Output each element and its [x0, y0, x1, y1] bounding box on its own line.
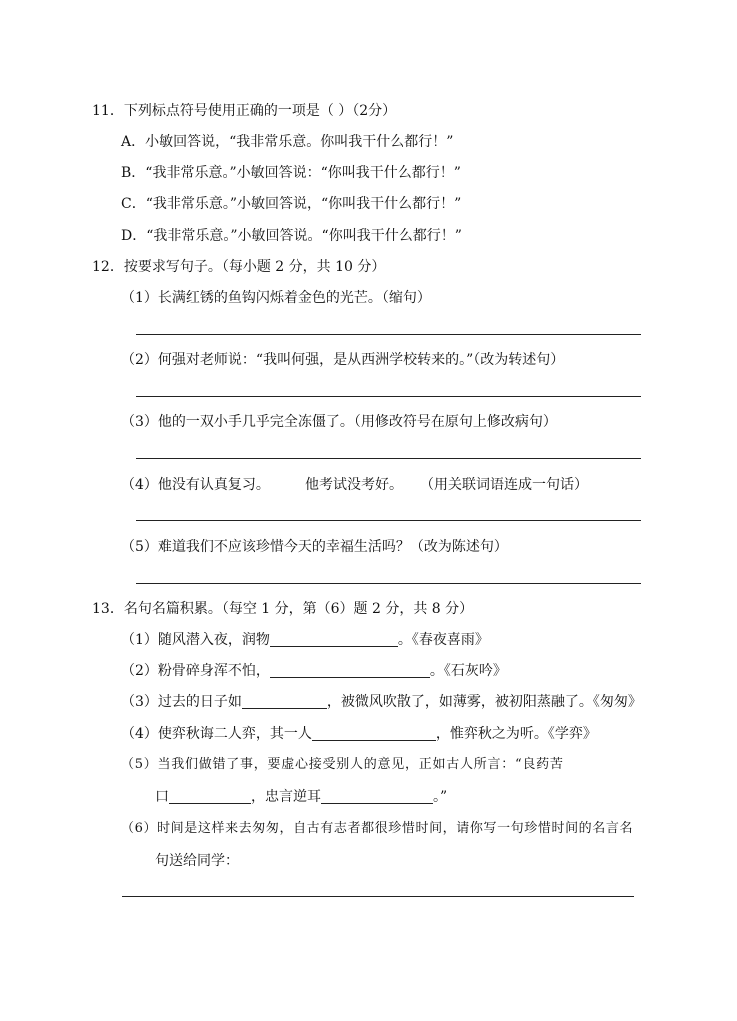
q13-stem: 13．名句名篇积累。（每空 1 分，第（6）题 2 分，共 8 分）: [92, 601, 474, 617]
q13-item-5-line-1: （5）当我们做错了事，要虚心接受别人的意见，正如古人所言：“良药苦: [121, 757, 564, 772]
q13-item-4: [121, 725, 597, 743]
q13-item-6-line-2: 句送给同学：: [155, 853, 239, 869]
q13-item-6-line-1: （6）时间是这样来去匆匆，自古有志者都很珍惜时间，请你写一句珍惜时间的名言名: [121, 821, 634, 836]
q13-item-2: [121, 662, 507, 680]
q13-item-1-prefix: （1）随风潜入夜，润物: [121, 632, 270, 648]
q12-answer-line-5[interactable]: [136, 583, 641, 584]
q12-answer-line-3[interactable]: [136, 458, 641, 459]
q12-answer-line-2[interactable]: [136, 396, 641, 397]
q13-item-3: [121, 693, 642, 711]
q13-item-5-line-2: [155, 788, 447, 806]
q13-item-2-suffix: 。《石灰吟》: [429, 663, 507, 679]
q13-item-5-prefix: 口: [155, 789, 169, 805]
q12-item-2: （2）何强对老师说：“我叫何强，是从西洲学校转来的。”（改为转述句）: [121, 352, 565, 368]
q12-item-3: （3）他的一双小手几乎完全冻僵了。（用修改符号在原句上修改病句）: [121, 414, 557, 430]
q13-item-5-suffix: 。”: [433, 789, 448, 805]
q12-stem: 12．按要求写句子。（每小题 2 分，共 10 分）: [92, 259, 386, 275]
q13-blank-1[interactable]: [270, 632, 398, 647]
q12-item-5: （5）难道我们不应该珍惜今天的幸福生活吗？（改为陈述句）: [121, 539, 508, 555]
q13-item-4-suffix: ，惟弈秋之为听。《学弈》: [435, 726, 597, 742]
q13-blank-5b[interactable]: [321, 789, 433, 804]
q13-blank-2[interactable]: [270, 663, 430, 678]
q13-blank-5a[interactable]: [169, 789, 251, 804]
q13-item-1-suffix: 。《春夜喜雨》: [397, 632, 489, 648]
q13-item-2-prefix: （2）粉骨碎身浑不怕，: [121, 663, 270, 679]
q11-option-d: D．“我非常乐意。”小敏回答说。“你叫我干什么都行！”: [121, 228, 462, 244]
q13-blank-3[interactable]: [242, 694, 327, 709]
q12-item-4-part-c: （用关联词语连成一句话）: [420, 477, 588, 493]
q13-item-3-suffix: ，被微风吹散了，如薄雾，被初阳蒸融了。《匆匆》: [326, 694, 642, 710]
q13-answer-line-6[interactable]: [122, 896, 634, 897]
q13-item-1: [121, 631, 489, 649]
q11-stem: 11．下列标点符号使用正确的一项是（ ）（2分）: [92, 103, 397, 119]
q12-item-4-part-a: （4）他没有认真复习。: [121, 477, 270, 493]
q12-answer-line-4[interactable]: [136, 520, 641, 521]
q11-option-b: B．“我非常乐意。”小敏回答说：“你叫我干什么都行！”: [121, 165, 461, 181]
q12-item-4-part-b: 他考试没考好。: [305, 477, 403, 493]
q13-item-5-middle: ，忠言逆耳: [251, 789, 321, 805]
q13-item-4-prefix: （4）使弈秋诲二人弈，其一人: [121, 726, 312, 742]
q13-item-3-prefix: （3）过去的日子如: [121, 694, 242, 710]
q11-option-a: A．小敏回答说，“我非常乐意。你叫我干什么都行！”: [121, 134, 454, 150]
q12-answer-line-1[interactable]: [136, 334, 641, 335]
q13-blank-4[interactable]: [312, 726, 436, 741]
q11-option-c: C．“我非常乐意。”小敏回答说，“你叫我干什么都行！”: [121, 196, 462, 212]
q12-item-1: （1）长满红锈的鱼钩闪烁着金色的光芒。（缩句）: [121, 290, 431, 306]
